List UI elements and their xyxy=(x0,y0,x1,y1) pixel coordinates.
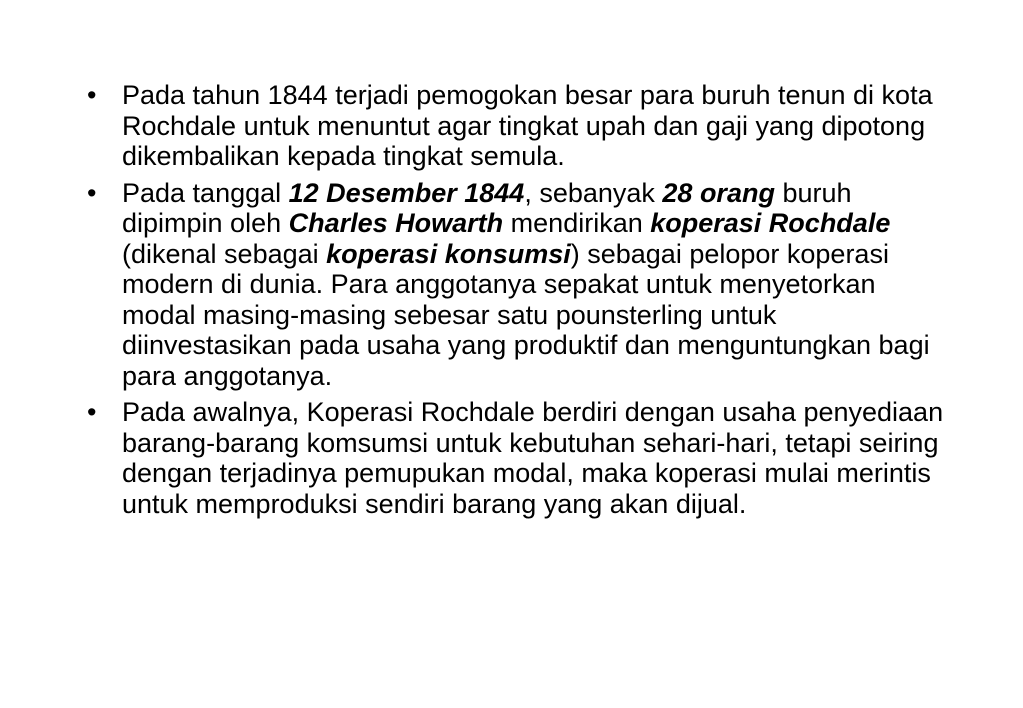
emphasis-person: Charles Howarth xyxy=(288,208,504,238)
bullet-item xyxy=(87,397,947,519)
emphasis-org: koperasi Rochdale xyxy=(650,208,891,238)
bullet-text: (dikenal sebagai xyxy=(122,238,327,269)
bullet-text: , sebanyak xyxy=(524,177,663,208)
bullet-marker: • xyxy=(87,80,97,110)
bullet-text: buruh dipimpin oleh xyxy=(122,177,852,238)
bullet-item xyxy=(87,178,947,392)
bullet-text: Pada tanggal xyxy=(122,177,289,208)
bullet-marker: • xyxy=(87,397,97,427)
bullet-list xyxy=(87,80,947,525)
bullet-text: mendirikan xyxy=(503,208,651,238)
emphasis-count: 28 orang xyxy=(662,177,775,208)
bullet-text: ) sebagai pelopor koperasi modern di dunia. Para anggotanya sepakat untuk menyetorkan modal masing-masing sebesar satu pounsterling untuk diinvestasikan pada usaha yang produktif dan menguntungkan bagi para anggotanya. xyxy=(122,238,930,391)
emphasis-type: koperasi konsumsi xyxy=(326,238,571,269)
bullet-marker: • xyxy=(87,177,97,208)
bullet-text: Pada awalnya, Koperasi Rochdale berdiri dengan usaha penyediaan barang-barang komsumsi untuk kebutuhan sehari-hari, tetapi seiring dengan terjadinya pemupukan modal, maka koperasi mulai merintis untuk memproduksi sendiri barang yang akan dijual. xyxy=(122,397,944,519)
emphasis-date: 12 Desember 1844 xyxy=(288,177,525,208)
bullet-item xyxy=(87,80,947,172)
bullet-text: Pada tahun 1844 terjadi pemogokan besar para buruh tenun di kota Rochdale untuk menuntut agar tingkat upah dan gaji yang dipotong dikembalikan kepada tingkat semula. xyxy=(122,80,933,171)
